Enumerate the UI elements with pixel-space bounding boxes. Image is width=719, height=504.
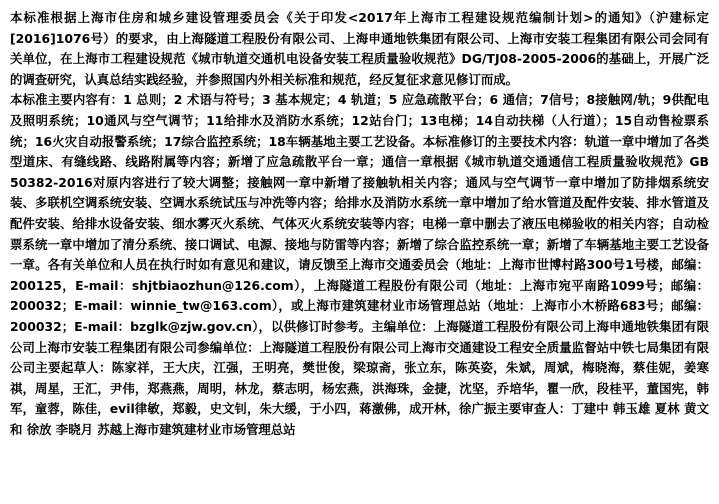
paragraph-contents: 本标准主要内容有：1 总则；2 术语与符号；3 基本规定；4 轨道；5 应急疏散平台；6 通信；7信号；8接触网/轨；9供配电及照明系统；10通风与空气调节；11给排水及消防水系统；12站台门；13电梯；14自动扶梯（人行道）；15自动售检票系统；16火灾自动报警系统；17综合监控系统；18车辆基地主要工艺设备。本标准修订的主要技术内容：轨道一章中增加了各类型道床、有缝线路、线路附属等内容；新增了应急疏散平台一章；通信一章根据《城市轨道交通通信工程质量验收规范》GB 50382-2016对原内容进行了较大调整；接触网一章中新增了接触轨相关内容；通风与空气调节一章中增加了防排烟系统安装、多联机空调系统安装、空调水系统试压与冲洗等内容；给排水及消防水系统一章中增加了给水管道及配件安装、排水管道及配件安装、给排水设备安装、细水雾灭火系统、气体灭火系统安装等内容；电梯一章中删去了液压电梯验收的相关内容；自动检票系统一章中增加了清分系统、接口调试、电源、接地与防雷等内容；新增了综合监控系统一章；新增了车辆基地主要工艺设备一章。各有关单位和人员在执行时如有意见和建议，请反馈至上海市交通委员会（地址：上海市世博村路300号1号楼，邮编：200125，E-mail：shjtbiaozhun@126.com），上海隧道工程股份有限公司（地址：上海市宛平南路1099号；邮编：200032；E-mail：winnie_tw@163.com），或上海市建筑建材业市场管理总站（地址：上海市小木桥路683号；邮编：200032；E-mail：bzglk@zjw.gov.cn），以供修订时参考。主编单位：上海隧道工程股份有限公司上海申通地铁集团有限公司上海市安装工程集团有限公司参编单位：上海隧道工程股份有限公司上海市交通建设工程安全质量监督站中铁七局集团有限公司主要起草人：陈家祥，王大庆，江强，王明亮，樊世俊，梁琼斋，张立东，陈英姿，朱斌，周斌，梅晓海，蔡佳妮，姜寒祺，周星，王汇，尹伟，郑燕燕，周明，林龙，蔡志明，杨宏燕，洪海珠，金捷，沈坚，乔培华，瞿一欣，段桂平，董国宪，韩军，童蓉，陈佳，evil律敏，郑毅，史文钊，朱大缓，于小四，蒋激佛，成开林，徐广振主要审查人：丁建中 韩玉雄 夏林 黄文和 徐放 李晓月 苏越上海市建筑建材业市场管理总站 bbox=[10, 92, 709, 437]
paragraph-preface: 本标准根据上海市住房和城乡建设管理委员会《关于印发<2017年上海市工程建设规范编制计划>的通知》（沪建标定[2016]1076号）的要求，由上海隧道工程股份有限公司、上海申通地铁集团有限公司、上海市安装工程集团有限公司会同有关单位，在上海市工程建设规范《城市轨道交通机电设备安装工程质量验收规范》DG/TJ08-2005-2006的基础上，开展广泛的调查研究，认真总结实践经验，并参照国内外相关标准和规范，经反复征求意见修订而成。 bbox=[10, 10, 709, 87]
